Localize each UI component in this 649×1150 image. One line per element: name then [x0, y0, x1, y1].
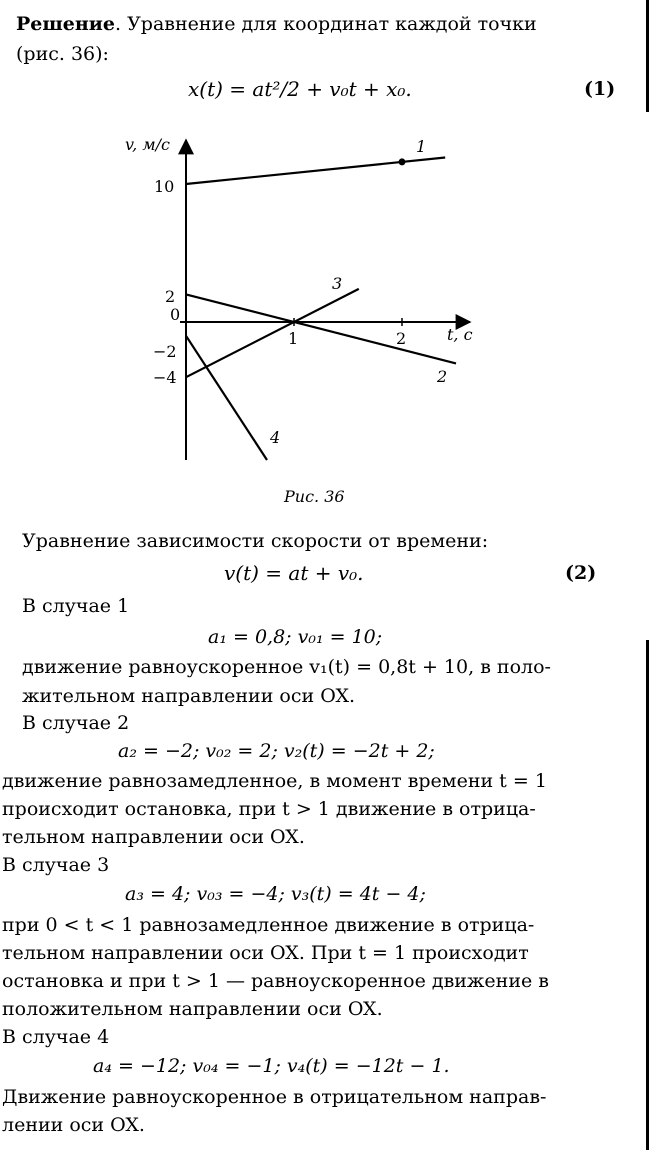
case-4-label: В случае 4: [2, 1026, 110, 1048]
y-tick-minus-2: −2: [153, 342, 177, 361]
line-label-1: 1: [416, 137, 427, 156]
line-label-3: 3: [332, 274, 343, 293]
intro-text-1: . Уравнение для координат каждой точки: [114, 13, 537, 35]
case-3-text-1: при 0 < t < 1 равнозамедленное движение в отрица-: [2, 914, 535, 936]
y-tick-10: 10: [154, 177, 175, 196]
series-line-2: [186, 294, 456, 363]
x-tick-1: 1: [288, 329, 299, 348]
figure-caption: Рис. 36: [284, 487, 345, 506]
case-2-text-1: движение равнозамедленное, в момент времени t = 1: [2, 770, 547, 792]
y-tick-0: 0: [170, 305, 181, 324]
case-2-text-2: происходит остановка, при t > 1 движение в отрица-: [2, 798, 536, 820]
case-4-text-2: лении оси OX.: [2, 1114, 145, 1136]
velocity-intro: Уравнение зависимости скорости от времени:: [22, 530, 489, 552]
x-tick-2: 2: [396, 329, 407, 348]
y-tick-minus-4: −4: [153, 368, 177, 387]
equation-1: x(t) = at²/2 + v₀t + x₀.: [188, 77, 412, 101]
intro-text-2: (рис. 36):: [16, 43, 109, 65]
case-3-label: В случае 3: [2, 854, 110, 876]
case-1-text-1: движение равноускоренное v₁(t) = 0,8t + 10, в поло-: [22, 656, 551, 678]
series-line-4: [186, 336, 267, 460]
case-4-text-1: Движение равноускоренное в отрицательном направ-: [2, 1086, 547, 1108]
y-tick-2: 2: [165, 287, 176, 306]
equation-2-number: (2): [565, 562, 597, 584]
case-3-text-4: положительном направлении оси OX.: [2, 998, 383, 1020]
series-1-point-marker: [399, 158, 406, 165]
solution-heading: Решение: [16, 13, 115, 35]
equation-2: v(t) = at + v₀.: [224, 561, 364, 585]
case-3-text-3: остановка и при t > 1 — равноускоренное движение в: [2, 970, 549, 992]
case-2-text-3: тельном направлении оси OX.: [2, 826, 305, 848]
case-1-label: В случае 1: [22, 595, 130, 617]
case-2-params: a₂ = −2; v₀₂ = 2; v₂(t) = −2t + 2;: [118, 740, 435, 762]
equation-1-number: (1): [584, 78, 616, 100]
velocity-time-chart: [0, 0, 649, 520]
case-4-params: a₄ = −12; v₀₄ = −1; v₄(t) = −12t − 1.: [93, 1055, 450, 1077]
line-label-4: 4: [270, 428, 281, 447]
case-1-params: a₁ = 0,8; v₀₁ = 10;: [208, 626, 383, 648]
case-3-params: a₃ = 4; v₀₃ = −4; v₃(t) = 4t − 4;: [125, 883, 426, 905]
x-axis-label: t, с: [447, 325, 473, 344]
case-2-label: В случае 2: [22, 712, 130, 734]
case-1-text-2: жительном направлении оси OX.: [22, 685, 356, 707]
case-3-text-2: тельном направлении оси OX. При t = 1 происходит: [2, 942, 529, 964]
line-label-2: 2: [437, 367, 448, 386]
series-line-1: [186, 158, 445, 184]
y-axis-label: v, м/с: [125, 135, 170, 154]
